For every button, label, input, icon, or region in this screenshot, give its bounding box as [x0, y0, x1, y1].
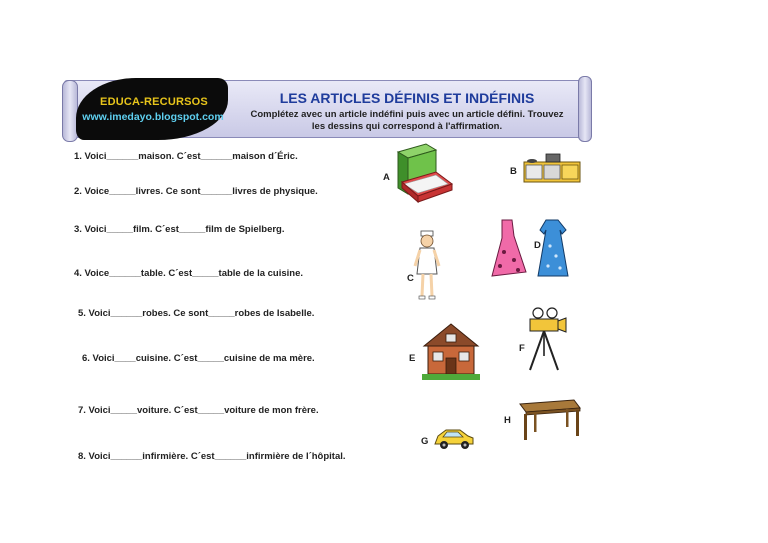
- question-2: 2. Voice_____livres. Ce sont______livres de physique.: [74, 186, 318, 197]
- question-3: 3. Voici_____film. C´est_____film de Spielberg.: [74, 224, 285, 235]
- question-4: 4. Voice______table. C´est_____table de la cuisine.: [74, 268, 304, 279]
- picture-label-d: D: [534, 240, 541, 251]
- dresses-icon: [490, 216, 572, 282]
- page-title: LES ARTICLES DÉFINIS ET INDÉFINIS: [279, 90, 535, 106]
- car-icon: [432, 426, 476, 452]
- kitchen-stove-icon: [522, 152, 582, 184]
- nurse-icon: [412, 230, 442, 302]
- picture-label-f: F: [519, 343, 525, 354]
- picture-label-b: B: [510, 166, 517, 177]
- logo-url: www.imedayo.blogspot.com: [82, 111, 224, 123]
- question-8: 8. Voici______infirmière. C´est______infirmière de l´hôpital.: [78, 451, 346, 462]
- picture-label-g: G: [421, 436, 429, 447]
- question-1: 1. Voici______maison. C´est______maison d´Éric.: [74, 151, 298, 162]
- picture-label-c: C: [407, 273, 414, 284]
- picture-label-a: A: [383, 172, 390, 183]
- table-icon: [514, 396, 582, 442]
- house-icon: [420, 322, 482, 382]
- books-icon: [392, 142, 456, 204]
- instructions-line-2: les dessins qui correspond à l'affirmation.: [311, 121, 503, 132]
- question-5: 5. Voici______robes. Ce sont_____robes de Isabelle.: [78, 308, 315, 319]
- film-camera-icon: [524, 306, 568, 374]
- instructions: [232, 109, 582, 133]
- picture-label-e: E: [409, 353, 416, 364]
- question-7: 7. Voici_____voiture. C´est_____voiture de mon frère.: [78, 405, 319, 416]
- instructions-line-1: Complétez avec un article indéfini puis avec un article défini. Trouvez: [250, 109, 564, 120]
- question-6: 6. Voici____cuisine. C´est_____cuisine de ma mère.: [82, 353, 315, 364]
- picture-label-h: H: [504, 415, 511, 426]
- logo-title: EDUCA-RECURSOS: [100, 96, 208, 108]
